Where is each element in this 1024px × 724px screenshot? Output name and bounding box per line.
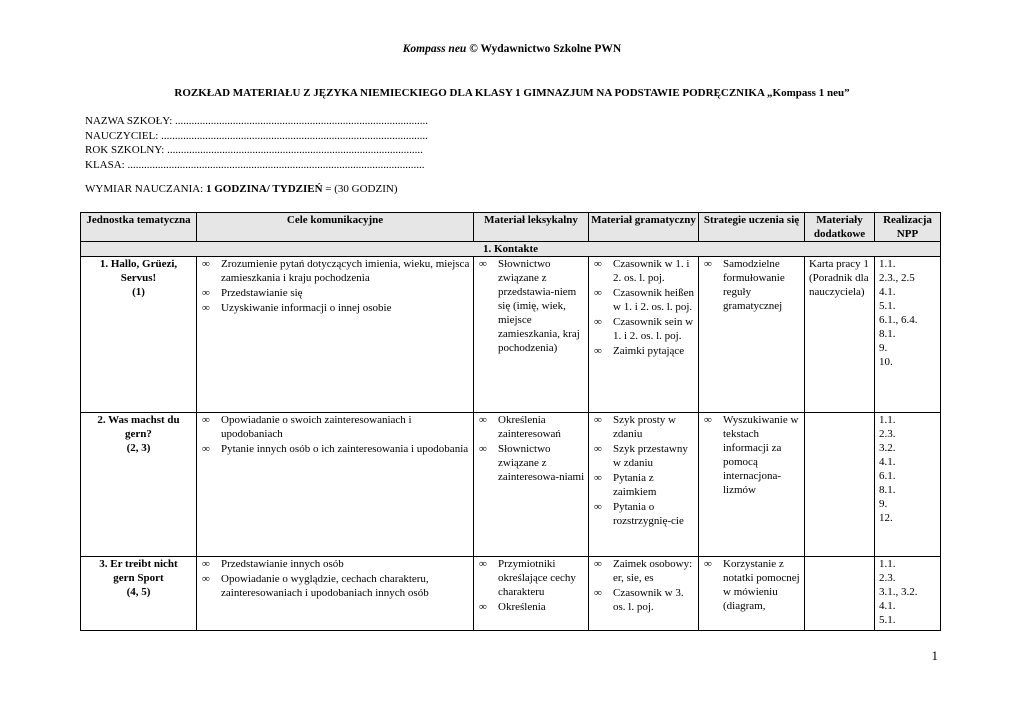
list-item: ∞ Zaimki pytające (591, 344, 696, 358)
list-item: ∞ Wyszukiwanie w tekstach informacji za pomocą internacjona-lizmów (701, 413, 802, 497)
unit-line: gern? (125, 428, 152, 440)
npp-line: 1.1. (879, 414, 896, 426)
col-header-materials: Materiały dodatkowe (805, 213, 875, 242)
goals-cell (197, 413, 474, 557)
npp-line: 5.1. (879, 614, 896, 626)
page-number: 1 (931, 648, 938, 663)
list-item: ∞ Słownictwo związane z przedstawia-niem się (imię, wiek, miejsce zamieszkania, kraj pochodzenia) (476, 257, 586, 355)
header-italic: Kompass neu (402, 43, 467, 55)
grammar-cell (589, 413, 699, 557)
meta-class: KLASA: ............................................................................................................ (85, 158, 425, 171)
npp-line: 8.1. (879, 484, 896, 496)
table-row (81, 413, 941, 557)
unit-line: 2. Was machst du (97, 414, 180, 426)
list-item: ∞ Czasownik w 1. i 2. os. l. poj. (591, 257, 696, 285)
list-item: ∞ Słownictwo związane z zainteresowa-niami (476, 442, 586, 484)
list-item: ∞ Pytania z zaimkiem (591, 471, 696, 499)
col-header-strategies: Strategie uczenia się (699, 213, 805, 242)
wymiar-bold: 1 GODZINA/ TYDZIEŃ (206, 183, 323, 195)
list-item: ∞ Przedstawianie innych osób (199, 557, 471, 571)
npp-line: 4.1. (879, 600, 896, 612)
list-item: ∞ Pytanie innych osób o ich zainteresowania i upodobania (199, 442, 471, 456)
col-header-grammar: Materiał gramatyczny (589, 213, 699, 242)
materials-cell: Karta pracy 1 (Poradnik dla nauczyciela) (805, 257, 875, 413)
npp-line: 3.2. (879, 442, 896, 454)
meta-year: ROK SZKOLNY: ............................................................................................. (85, 144, 423, 156)
lexical-cell (474, 413, 589, 557)
materials-cell (805, 413, 875, 557)
npp-line: 6.1. (879, 470, 896, 482)
lexical-cell (474, 257, 589, 413)
list-item: ∞ Czasownik w 3. os. l. poj. (591, 586, 696, 614)
strategies-cell (699, 557, 805, 631)
list-item: ∞ Opowiadanie o wyglądzie, cechach charakteru, zainteresowaniach i upodobaniach innych osób (199, 572, 471, 600)
list-item: ∞ Określenia (476, 600, 586, 614)
list-item: ∞ Szyk prosty w zdaniu (591, 413, 696, 441)
npp-line: 5.1. (879, 300, 896, 312)
list-item: ∞ Czasownik sein w 1. i 2. os. l. poj. (591, 315, 696, 343)
page-header (0, 43, 1024, 55)
wymiar-label: WYMIAR NAUCZANIA: (85, 183, 206, 195)
npp-line: 1.1. (879, 258, 896, 270)
meta-block (85, 114, 428, 172)
npp-line: 4.1. (879, 286, 896, 298)
npp-cell (875, 257, 941, 413)
npp-cell (875, 413, 941, 557)
teaching-hours (85, 183, 397, 195)
npp-line: 1.1. (879, 558, 896, 570)
npp-line: 2.3. (879, 428, 896, 440)
section-title: 1. Kontakte (81, 242, 941, 257)
wymiar-rest: = (30 GODZIN) (322, 183, 398, 195)
npp-cell (875, 557, 941, 631)
strategies-cell (699, 257, 805, 413)
col-header-lexical: Materiał leksykalny (474, 213, 589, 242)
strategies-cell (699, 413, 805, 557)
unit-line: (2, 3) (126, 442, 151, 454)
npp-line: 2.3. (879, 572, 896, 584)
list-item: ∞ Zaimek osobowy: er, sie, es (591, 557, 696, 585)
npp-line: 10. (879, 356, 893, 368)
curriculum-table (80, 212, 941, 631)
goals-cell (197, 557, 474, 631)
col-header-npp: Realizacja NPP (875, 213, 941, 242)
npp-line: 4.1. (879, 456, 896, 468)
grammar-cell (589, 257, 699, 413)
unit-cell (81, 413, 197, 557)
list-item: ∞ Przymiotniki określające cechy charakteru (476, 557, 586, 599)
table-row (81, 257, 941, 413)
npp-line: 9. (879, 498, 888, 510)
list-item: ∞ Określenia zainteresowań (476, 413, 586, 441)
unit-cell (81, 557, 197, 631)
materials-cell (805, 557, 875, 631)
unit-cell (81, 257, 197, 413)
unit-line: 3. Er treibt nicht (99, 558, 178, 570)
npp-line: 2.3., 2.5 (879, 272, 915, 284)
list-item: ∞ Zrozumienie pytań dotyczących imienia, wieku, miejsca zamieszkania i kraju pochodzenia (199, 257, 471, 285)
list-item: ∞ Uzyskiwanie informacji o innej osobie (199, 301, 471, 315)
npp-line: 6.1., 6.4. (879, 314, 918, 326)
unit-line: (4, 5) (126, 586, 151, 598)
list-item: ∞ Korzystanie z notatki pomocnej w mówieniu (diagram, (701, 557, 802, 613)
npp-line: 8.1. (879, 328, 896, 340)
meta-teacher: NAUCZYCIEL: ................................................................................................. (85, 129, 428, 142)
header-rest: © Wydawnictwo Szkolne PWN (466, 43, 622, 55)
list-item: ∞ Pytania o rozstrzygnię-cie (591, 500, 696, 528)
list-item: ∞ Szyk przestawny w zdaniu (591, 442, 696, 470)
document-title: ROZKŁAD MATERIAŁU Z JĘZYKA NIEMIECKIEGO DLA KLASY 1 GIMNAZJUM NA PODSTAWIE PODRĘCZNIKA „Kompass 1 neu” (174, 87, 850, 99)
list-item: ∞ Opowiadanie o swoich zainteresowaniach i upodobaniach (199, 413, 471, 441)
npp-line: 9. (879, 342, 888, 354)
table-row (81, 557, 941, 631)
grammar-cell (589, 557, 699, 631)
npp-line: 12. (879, 512, 893, 524)
meta-school: NAZWA SZKOŁY: ............................................................................................ (85, 115, 429, 127)
list-item: ∞ Czasownik heißen w 1. i 2. os. l. poj. (591, 286, 696, 314)
col-header-goals: Cele komunikacyjne (197, 213, 474, 242)
unit-line: 1. Hallo, Grüezi, (99, 258, 178, 270)
list-item: ∞ Przedstawianie się (199, 286, 471, 300)
goals-cell (197, 257, 474, 413)
list-item: ∞ Samodzielne formułowanie reguły gramatycznej (701, 257, 802, 313)
unit-line: (1) (132, 286, 145, 298)
unit-line: Servus! (120, 272, 157, 284)
npp-line: 3.1., 3.2. (879, 586, 918, 598)
col-header-unit: Jednostka tematyczna (81, 213, 197, 242)
lexical-cell (474, 557, 589, 631)
unit-line: gern Sport (113, 572, 164, 584)
